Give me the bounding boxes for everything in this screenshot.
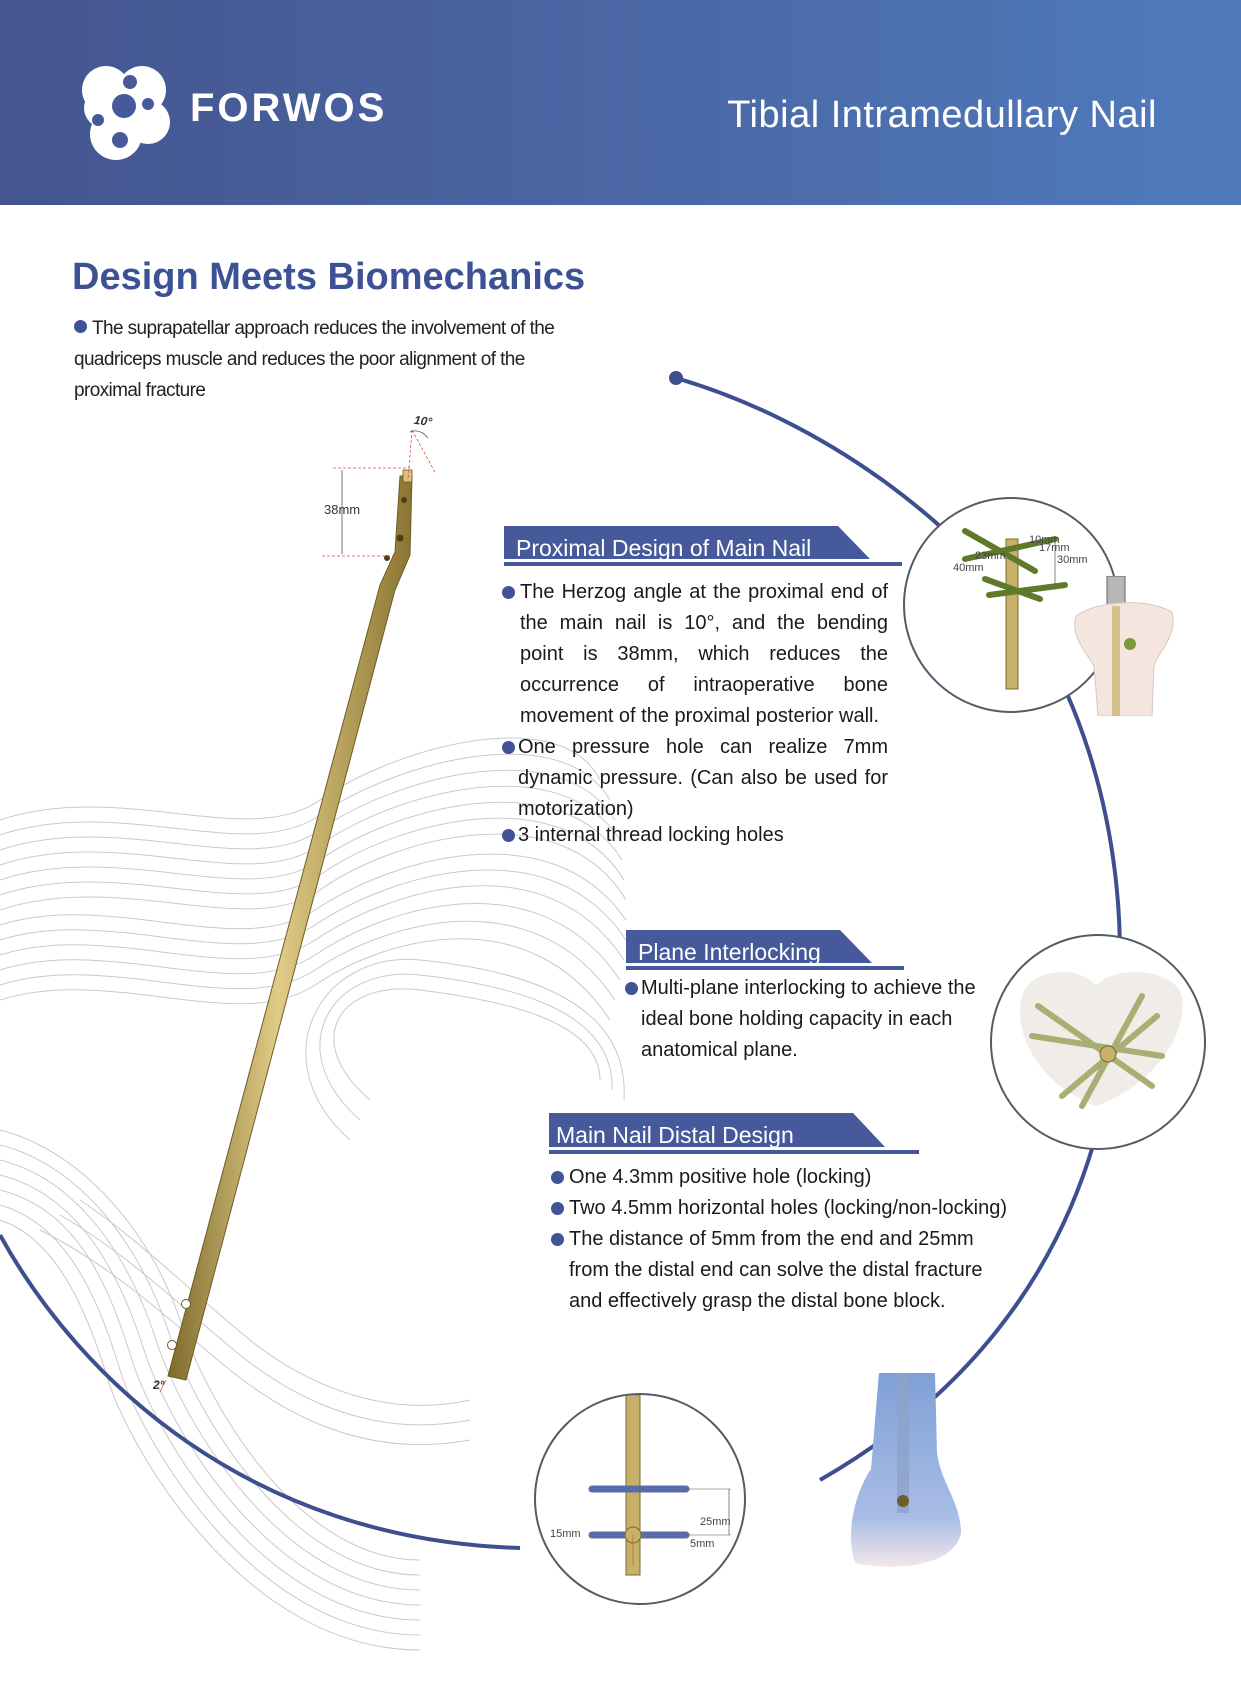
dim-label-5mm: 5mm [690,1538,715,1550]
list-item: One pressure hole can realize 7mm dynamic pressure. (Can also be used for motorization) [502,732,888,825]
dim-label-30mm: 30mm [1057,554,1088,566]
dim-label-17mm: 17mm [1039,542,1070,554]
list-item: Multi-plane interlocking to achieve the ideal bone holding capacity in each anatomical plane. [625,973,985,1066]
list-item: The Herzog angle at the proximal end of the main nail is 10°, and the bending point is 38mm, which reduces the occurrence of intraoperative bone movement of the proximal posterior wall. [502,577,888,732]
ankle-bone-illustration [845,1373,965,1573]
dim-label-25mm: 25mm [700,1516,731,1528]
proximal-heading [504,526,902,566]
list-item: One 4.3mm positive hole (locking) [551,1162,1031,1193]
bullet-dot-icon [502,586,515,599]
bullet-dot-icon [625,982,638,995]
brand-name: FORWOS [190,86,388,130]
distal-detail-figure [534,1393,746,1605]
bullet-dot-icon [502,829,515,842]
dim-label-40mm: 40mm [953,562,984,574]
interlocking-screws-illustration [992,936,1204,1148]
bullet-dot-icon [502,741,515,754]
nail-bend-length-label: 38mm [324,502,361,517]
arc-start-dot [669,371,683,385]
dim-label-15mm: 15mm [550,1528,581,1540]
plane-heading-label: Plane Interlocking [638,939,821,965]
intro-paragraph [74,313,594,406]
proximal-bullets [502,577,888,851]
distal-bullets [551,1162,1031,1317]
nail-angle-top-label: 10° [413,412,434,430]
bullet-dot-icon [551,1171,564,1184]
distal-screws-illustration [536,1395,744,1603]
plane-heading [626,930,904,970]
section-title: Design Meets Biomechanics [72,256,586,298]
list-item: The distance of 5mm from the end and 25mm from the distal end can solve the distal fracture and effectively grasp the distal bone block. [551,1224,999,1317]
distal-heading-label: Main Nail Distal Design [556,1122,794,1148]
dim-label-10mm: 10mm [1029,534,1060,546]
intro-text: The suprapatellar approach reduces the involvement of the quadriceps muscle and reduces the poor alignment of the proximal fracture [74,318,555,401]
knee-bone-illustration [1068,576,1178,716]
product-title: Tibial Intramedullary Nail [727,94,1157,136]
nail-angle-bottom-label: 2° [153,1378,165,1392]
dim-label-23mm: 23mm [975,550,1006,562]
list-item: Two 4.5mm horizontal holes (locking/non-locking) [551,1193,1031,1224]
bullet-dot-icon [74,320,87,333]
bullet-dot-icon [551,1202,564,1215]
plane-interlocking-figure [990,934,1206,1150]
intramedullary-nail-illustration [160,430,436,1392]
distal-heading [549,1113,919,1153]
bullet-dot-icon [551,1233,564,1246]
proximal-heading-label: Proximal Design of Main Nail [516,535,812,561]
plane-bullets [625,973,985,1066]
list-item: 3 internal thread locking holes [502,820,888,851]
